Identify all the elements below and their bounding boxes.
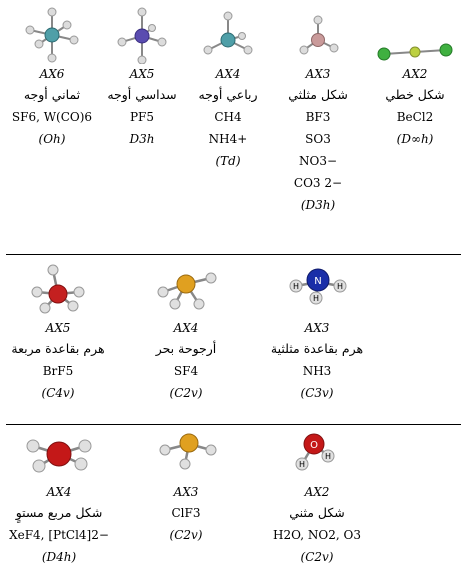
example-compound: BrF5	[42, 364, 74, 378]
atom-label: H	[292, 282, 300, 291]
example-compound: CH4	[214, 110, 242, 124]
seesaw-molecule-icon	[151, 262, 221, 318]
row-divider	[6, 254, 461, 255]
point-group: (C3v)	[300, 386, 334, 400]
example-compound: ClF3	[171, 506, 201, 520]
point-group: (C2v)	[300, 550, 334, 564]
geometry-name: شكل خطي	[385, 87, 445, 102]
vsepr-formula: AX4	[173, 321, 199, 335]
atom-label: O	[310, 440, 318, 451]
example-compound: CO3 2−	[293, 176, 343, 190]
geometry-name: هرم بقاعدة مثلثية	[270, 341, 364, 356]
square-pyramidal-molecule-icon	[23, 262, 93, 318]
molecule-card-ax3-trigonal	[282, 6, 354, 216]
vsepr-formula: AX2	[402, 67, 428, 81]
geometry-name: ثماني أوجه	[23, 87, 81, 102]
atom-label: H	[336, 282, 344, 291]
example-compound: BeCl2	[396, 110, 434, 124]
example-compound: SO3	[305, 132, 331, 146]
geometry-name: هرم بقاعدة مربعة	[11, 341, 105, 356]
molecule-card-ax3-trigonal-pyramidal	[262, 262, 372, 404]
geometry-name: شكل مربع مستوٍ	[15, 505, 103, 520]
bent-molecule-icon	[282, 430, 352, 482]
vsepr-formula: AX5	[129, 67, 155, 81]
trigonal-planar-molecule-icon	[288, 6, 348, 64]
geometry-name: أرجوحة بحر	[155, 341, 217, 356]
vsepr-formula: AX2	[304, 485, 330, 499]
square-planar-molecule-icon	[21, 430, 97, 482]
point-group: D3h	[129, 132, 155, 146]
trigonal-bipyramidal-molecule-icon	[112, 6, 172, 64]
example-compound: NH4+	[208, 132, 248, 146]
vsepr-formula: AX3	[173, 485, 199, 499]
point-group: (C2v)	[169, 528, 203, 542]
molecule-card-ax4-seesaw	[136, 262, 236, 404]
molecule-card-ax2-bent	[262, 430, 372, 568]
atom-label: N	[314, 276, 322, 287]
vsepr-formula: AX3	[304, 321, 330, 335]
linear-molecule-icon	[370, 6, 460, 64]
vsepr-formula: AX6	[39, 67, 65, 81]
geometry-name: سداسي أوجه	[107, 87, 177, 102]
geometry-name: شكل مثلثي	[288, 87, 348, 102]
point-group: (C2v)	[169, 386, 203, 400]
geometry-name: شكل مثني	[289, 505, 345, 520]
geometry-name: رباعي أوجه	[198, 87, 258, 102]
trigonal-pyramidal-molecule-icon	[282, 262, 352, 318]
example-compounds: H2O, NO2, O3	[273, 528, 361, 542]
atom-label: H	[324, 452, 332, 461]
octahedral-molecule-icon	[17, 6, 87, 64]
point-group: (D3h)	[300, 198, 336, 212]
example-compound: NO3−	[298, 154, 338, 168]
point-group: (C4v)	[41, 386, 75, 400]
molecule-card-ax3-t-shaped	[136, 430, 236, 546]
example-compound: NH3	[302, 364, 332, 378]
example-compounds: PF5	[129, 110, 155, 124]
molecule-card-ax5	[106, 6, 178, 150]
molecule-card-ax4-tetrahedral	[188, 6, 268, 172]
point-group: (D∞h)	[396, 132, 434, 146]
molecule-card-ax6	[8, 6, 96, 150]
example-compounds: SF6, W(CO)6	[11, 110, 93, 124]
atom-label: H	[298, 460, 306, 469]
t-shaped-molecule-icon	[151, 430, 221, 482]
example-compound: SF4	[173, 364, 199, 378]
molecule-card-ax4-square-planar	[4, 430, 114, 568]
tetrahedral-molecule-icon	[198, 6, 258, 64]
point-group: (D4h)	[41, 550, 77, 564]
atom-label: H	[312, 294, 320, 303]
molecule-card-ax5-square-pyramidal	[8, 262, 108, 404]
molecule-card-ax2-linear	[370, 6, 460, 150]
vsepr-formula: AX3	[305, 67, 331, 81]
point-group: (Td)	[215, 154, 241, 168]
example-compounds: XeF4, [PtCl4]2−	[9, 528, 109, 542]
example-compound: BF3	[305, 110, 331, 124]
vsepr-formula: AX4	[215, 67, 241, 81]
vsepr-formula: AX4	[46, 485, 72, 499]
row-divider	[6, 424, 461, 425]
point-group: (Oh)	[38, 132, 66, 146]
vsepr-formula: AX5	[45, 321, 71, 335]
